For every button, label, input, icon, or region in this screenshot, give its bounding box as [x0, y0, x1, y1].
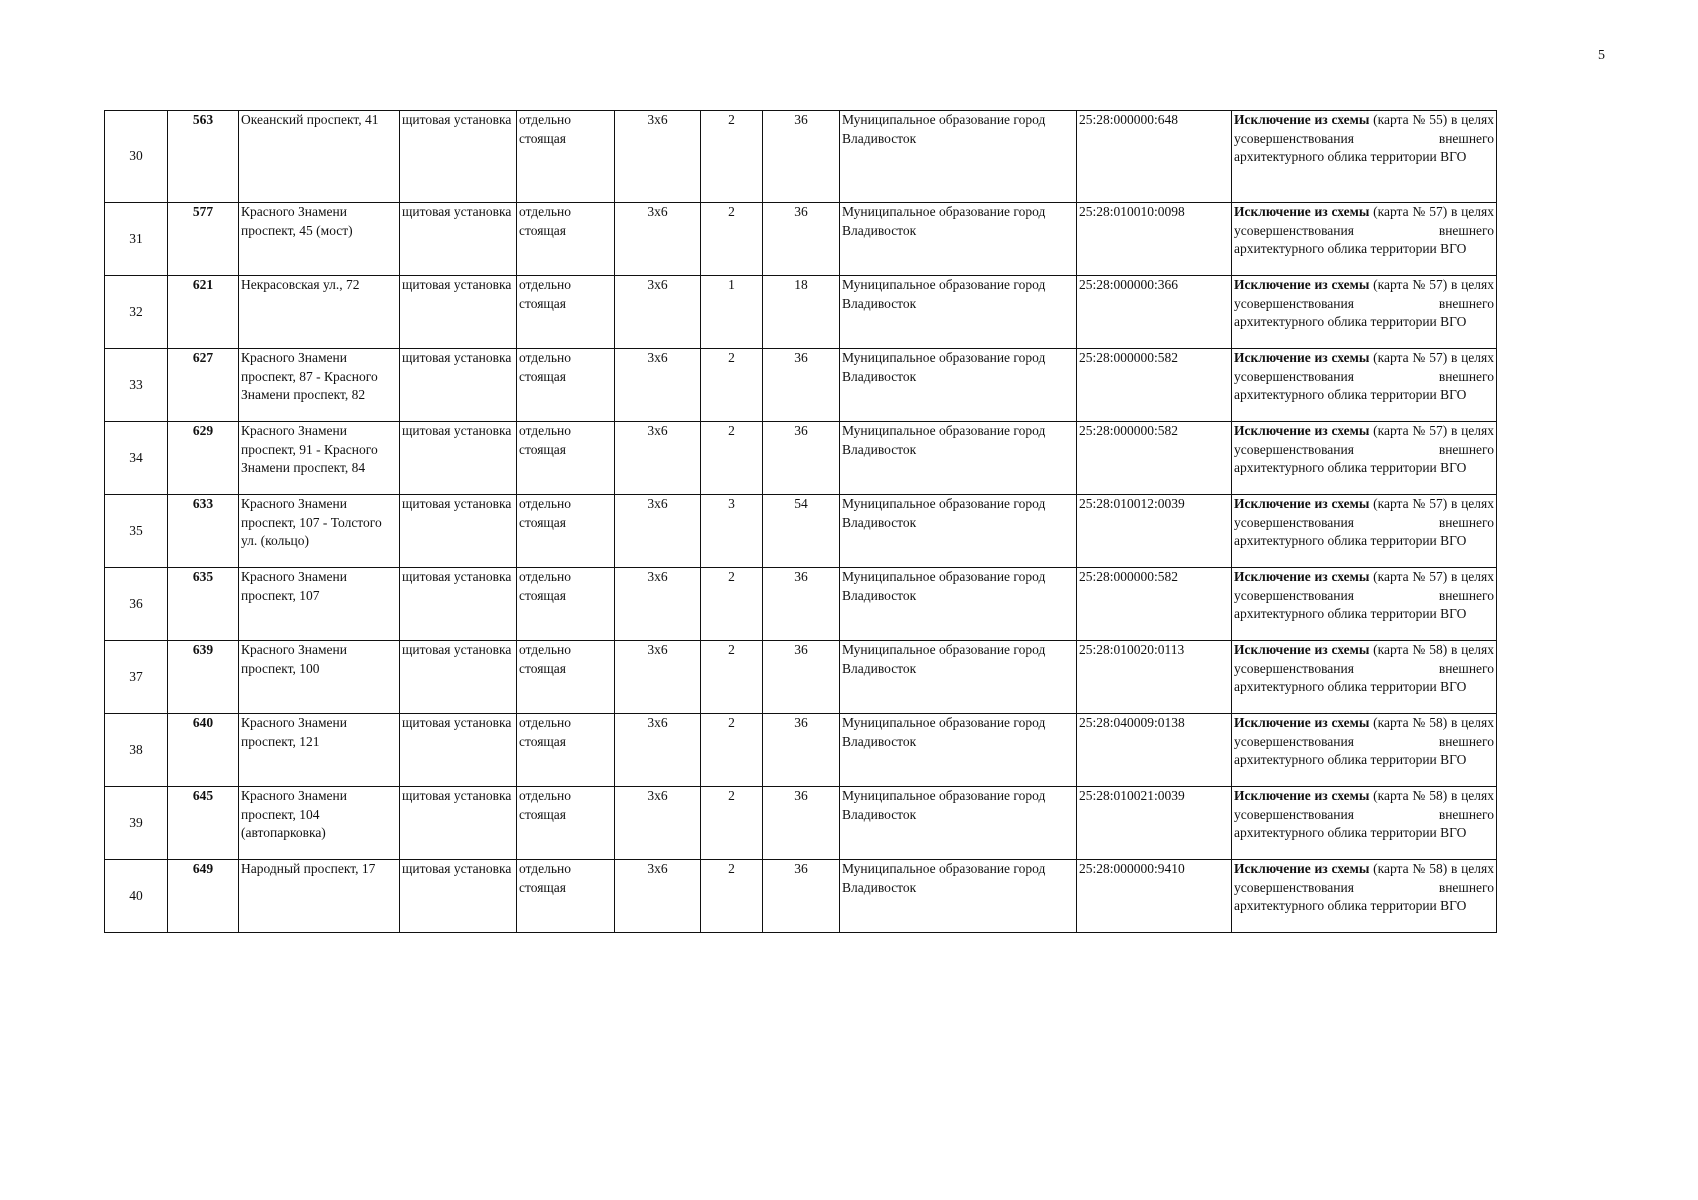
sides-cell: 2 — [701, 860, 763, 933]
decision-cell — [1232, 714, 1497, 787]
sides-cell: 2 — [701, 349, 763, 422]
area-cell: 36 — [763, 860, 840, 933]
table-row — [105, 349, 1497, 422]
decision-text: (карта № 58) в целях усовершенствования внешнего архитектурного облика территории ВГО — [1234, 642, 1494, 694]
sides-cell: 2 — [701, 787, 763, 860]
decision-text: (карта № 57) в целях усовершенствования внешнего архитектурного облика территории ВГО — [1234, 423, 1494, 475]
area-cell: 36 — [763, 568, 840, 641]
area-cell: 54 — [763, 495, 840, 568]
structure-type-cell: щитовая установка — [400, 111, 517, 203]
address-cell: Некрасовская ул., 72 — [239, 276, 400, 349]
object-number-cell: 635 — [168, 568, 239, 641]
address-cell: Народный проспект, 17 — [239, 860, 400, 933]
structure-type-cell: щитовая установка — [400, 276, 517, 349]
object-number-cell: 621 — [168, 276, 239, 349]
cadastral-number-cell: 25:28:010012:0039 — [1077, 495, 1232, 568]
table-row — [105, 641, 1497, 714]
structure-type-cell: щитовая установка — [400, 641, 517, 714]
owner-cell: Муниципальное образование город Владивосток — [840, 495, 1077, 568]
size-cell: 3х6 — [615, 111, 701, 203]
object-number-cell: 577 — [168, 203, 239, 276]
placement-cell: отдельно стоящая — [517, 495, 615, 568]
decision-bold-text: Исключение из схемы — [1234, 642, 1370, 657]
cadastral-number-cell: 25:28:000000:9410 — [1077, 860, 1232, 933]
table-row — [105, 495, 1497, 568]
decision-text: (карта № 58) в целях усовершенствования внешнего архитектурного облика территории ВГО — [1234, 715, 1494, 767]
row-index-cell: 39 — [105, 787, 168, 860]
placement-cell: отдельно стоящая — [517, 860, 615, 933]
owner-cell: Муниципальное образование город Владивосток — [840, 111, 1077, 203]
structure-type-cell: щитовая установка — [400, 860, 517, 933]
object-number-cell: 640 — [168, 714, 239, 787]
decision-text: (карта № 55) в целях усовершенствования внешнего архитектурного облика территории ВГО — [1234, 112, 1494, 164]
structure-type-cell: щитовая установка — [400, 203, 517, 276]
area-cell: 36 — [763, 422, 840, 495]
address-cell: Красного Знамени проспект, 121 — [239, 714, 400, 787]
sides-cell: 2 — [701, 422, 763, 495]
table-row — [105, 714, 1497, 787]
decision-bold-text: Исключение из схемы — [1234, 496, 1370, 511]
sides-cell: 2 — [701, 111, 763, 203]
object-number-cell: 639 — [168, 641, 239, 714]
decision-cell — [1232, 276, 1497, 349]
address-cell: Океанский проспект, 41 — [239, 111, 400, 203]
placement-cell: отдельно стоящая — [517, 349, 615, 422]
placement-cell: отдельно стоящая — [517, 203, 615, 276]
decision-bold-text: Исключение из схемы — [1234, 112, 1370, 127]
decision-text: (карта № 58) в целях усовершенствования внешнего архитектурного облика территории ВГО — [1234, 788, 1494, 840]
structure-type-cell: щитовая установка — [400, 495, 517, 568]
row-index-cell: 34 — [105, 422, 168, 495]
row-index-cell: 35 — [105, 495, 168, 568]
table-row — [105, 276, 1497, 349]
cadastral-number-cell: 25:28:000000:366 — [1077, 276, 1232, 349]
owner-cell: Муниципальное образование город Владивосток — [840, 641, 1077, 714]
row-index-cell: 33 — [105, 349, 168, 422]
decision-cell — [1232, 787, 1497, 860]
structure-type-cell: щитовая установка — [400, 422, 517, 495]
sides-cell: 1 — [701, 276, 763, 349]
row-index-cell: 32 — [105, 276, 168, 349]
row-index-cell: 36 — [105, 568, 168, 641]
decision-cell — [1232, 203, 1497, 276]
structure-type-cell: щитовая установка — [400, 714, 517, 787]
area-cell: 36 — [763, 349, 840, 422]
cadastral-number-cell: 25:28:040009:0138 — [1077, 714, 1232, 787]
table-row — [105, 111, 1497, 203]
decision-bold-text: Исключение из схемы — [1234, 423, 1370, 438]
owner-cell: Муниципальное образование город Владивосток — [840, 203, 1077, 276]
table-row — [105, 860, 1497, 933]
decision-text: (карта № 58) в целях усовершенствования внешнего архитектурного облика территории ВГО — [1234, 861, 1494, 913]
object-number-cell: 629 — [168, 422, 239, 495]
sides-cell: 2 — [701, 203, 763, 276]
decision-bold-text: Исключение из схемы — [1234, 569, 1370, 584]
table-row — [105, 203, 1497, 276]
placement-cell: отдельно стоящая — [517, 276, 615, 349]
structure-type-cell: щитовая установка — [400, 568, 517, 641]
cadastral-number-cell: 25:28:010021:0039 — [1077, 787, 1232, 860]
address-cell: Красного Знамени проспект, 107 — [239, 568, 400, 641]
area-cell: 36 — [763, 641, 840, 714]
table-row — [105, 568, 1497, 641]
decision-bold-text: Исключение из схемы — [1234, 715, 1370, 730]
owner-cell: Муниципальное образование город Владивосток — [840, 860, 1077, 933]
decision-text: (карта № 57) в целях усовершенствования внешнего архитектурного облика территории ВГО — [1234, 496, 1494, 548]
sides-cell: 3 — [701, 495, 763, 568]
placement-cell: отдельно стоящая — [517, 422, 615, 495]
table-row — [105, 787, 1497, 860]
placement-cell: отдельно стоящая — [517, 641, 615, 714]
structure-type-cell: щитовая установка — [400, 349, 517, 422]
decision-text: (карта № 57) в целях усовершенствования внешнего архитектурного облика территории ВГО — [1234, 569, 1494, 621]
structure-type-cell: щитовая установка — [400, 787, 517, 860]
decision-text: (карта № 57) в целях усовершенствования внешнего архитектурного облика территории ВГО — [1234, 277, 1494, 329]
row-index-cell: 31 — [105, 203, 168, 276]
object-number-cell: 649 — [168, 860, 239, 933]
row-index-cell: 30 — [105, 111, 168, 203]
placement-cell: отдельно стоящая — [517, 568, 615, 641]
decision-cell — [1232, 422, 1497, 495]
row-index-cell: 40 — [105, 860, 168, 933]
address-cell: Красного Знамени проспект, 45 (мост) — [239, 203, 400, 276]
decision-cell — [1232, 641, 1497, 714]
placement-cell: отдельно стоящая — [517, 787, 615, 860]
owner-cell: Муниципальное образование город Владивосток — [840, 276, 1077, 349]
area-cell: 18 — [763, 276, 840, 349]
size-cell: 3х6 — [615, 860, 701, 933]
placement-cell: отдельно стоящая — [517, 111, 615, 203]
sides-cell: 2 — [701, 568, 763, 641]
address-cell: Красного Знамени проспект, 104 (автопарковка) — [239, 787, 400, 860]
table-row — [105, 422, 1497, 495]
row-index-cell: 37 — [105, 641, 168, 714]
address-cell: Красного Знамени проспект, 100 — [239, 641, 400, 714]
decision-cell — [1232, 111, 1497, 203]
owner-cell: Муниципальное образование город Владивосток — [840, 787, 1077, 860]
object-number-cell: 563 — [168, 111, 239, 203]
size-cell: 3х6 — [615, 422, 701, 495]
size-cell: 3х6 — [615, 495, 701, 568]
owner-cell: Муниципальное образование город Владивосток — [840, 349, 1077, 422]
owner-cell: Муниципальное образование город Владивосток — [840, 714, 1077, 787]
area-cell: 36 — [763, 714, 840, 787]
cadastral-number-cell: 25:28:010020:0113 — [1077, 641, 1232, 714]
decision-cell — [1232, 495, 1497, 568]
cadastral-number-cell: 25:28:000000:582 — [1077, 349, 1232, 422]
decision-bold-text: Исключение из схемы — [1234, 861, 1370, 876]
decision-bold-text: Исключение из схемы — [1234, 277, 1370, 292]
registry-table — [104, 110, 1497, 933]
object-number-cell: 645 — [168, 787, 239, 860]
page-number: 5 — [1598, 48, 1605, 63]
address-cell: Красного Знамени проспект, 107 - Толстого ул. (кольцо) — [239, 495, 400, 568]
size-cell: 3х6 — [615, 568, 701, 641]
size-cell: 3х6 — [615, 787, 701, 860]
address-cell: Красного Знамени проспект, 87 - Красного Знамени проспект, 82 — [239, 349, 400, 422]
sides-cell: 2 — [701, 641, 763, 714]
decision-bold-text: Исключение из схемы — [1234, 350, 1370, 365]
cadastral-number-cell: 25:28:000000:648 — [1077, 111, 1232, 203]
owner-cell: Муниципальное образование город Владивосток — [840, 568, 1077, 641]
sides-cell: 2 — [701, 714, 763, 787]
size-cell: 3х6 — [615, 349, 701, 422]
size-cell: 3х6 — [615, 641, 701, 714]
decision-text: (карта № 57) в целях усовершенствования внешнего архитектурного облика территории ВГО — [1234, 204, 1494, 256]
placement-cell: отдельно стоящая — [517, 714, 615, 787]
object-number-cell: 633 — [168, 495, 239, 568]
area-cell: 36 — [763, 111, 840, 203]
area-cell: 36 — [763, 787, 840, 860]
owner-cell: Муниципальное образование город Владивосток — [840, 422, 1077, 495]
decision-bold-text: Исключение из схемы — [1234, 788, 1370, 803]
cadastral-number-cell: 25:28:000000:582 — [1077, 568, 1232, 641]
decision-cell — [1232, 349, 1497, 422]
decision-text: (карта № 57) в целях усовершенствования внешнего архитектурного облика территории ВГО — [1234, 350, 1494, 402]
decision-bold-text: Исключение из схемы — [1234, 204, 1370, 219]
table-body — [105, 111, 1497, 933]
size-cell: 3х6 — [615, 276, 701, 349]
cadastral-number-cell: 25:28:000000:582 — [1077, 422, 1232, 495]
decision-cell — [1232, 568, 1497, 641]
cadastral-number-cell: 25:28:010010:0098 — [1077, 203, 1232, 276]
decision-cell — [1232, 860, 1497, 933]
size-cell: 3х6 — [615, 714, 701, 787]
address-cell: Красного Знамени проспект, 91 - Красного Знамени проспект, 84 — [239, 422, 400, 495]
row-index-cell: 38 — [105, 714, 168, 787]
area-cell: 36 — [763, 203, 840, 276]
size-cell: 3х6 — [615, 203, 701, 276]
object-number-cell: 627 — [168, 349, 239, 422]
